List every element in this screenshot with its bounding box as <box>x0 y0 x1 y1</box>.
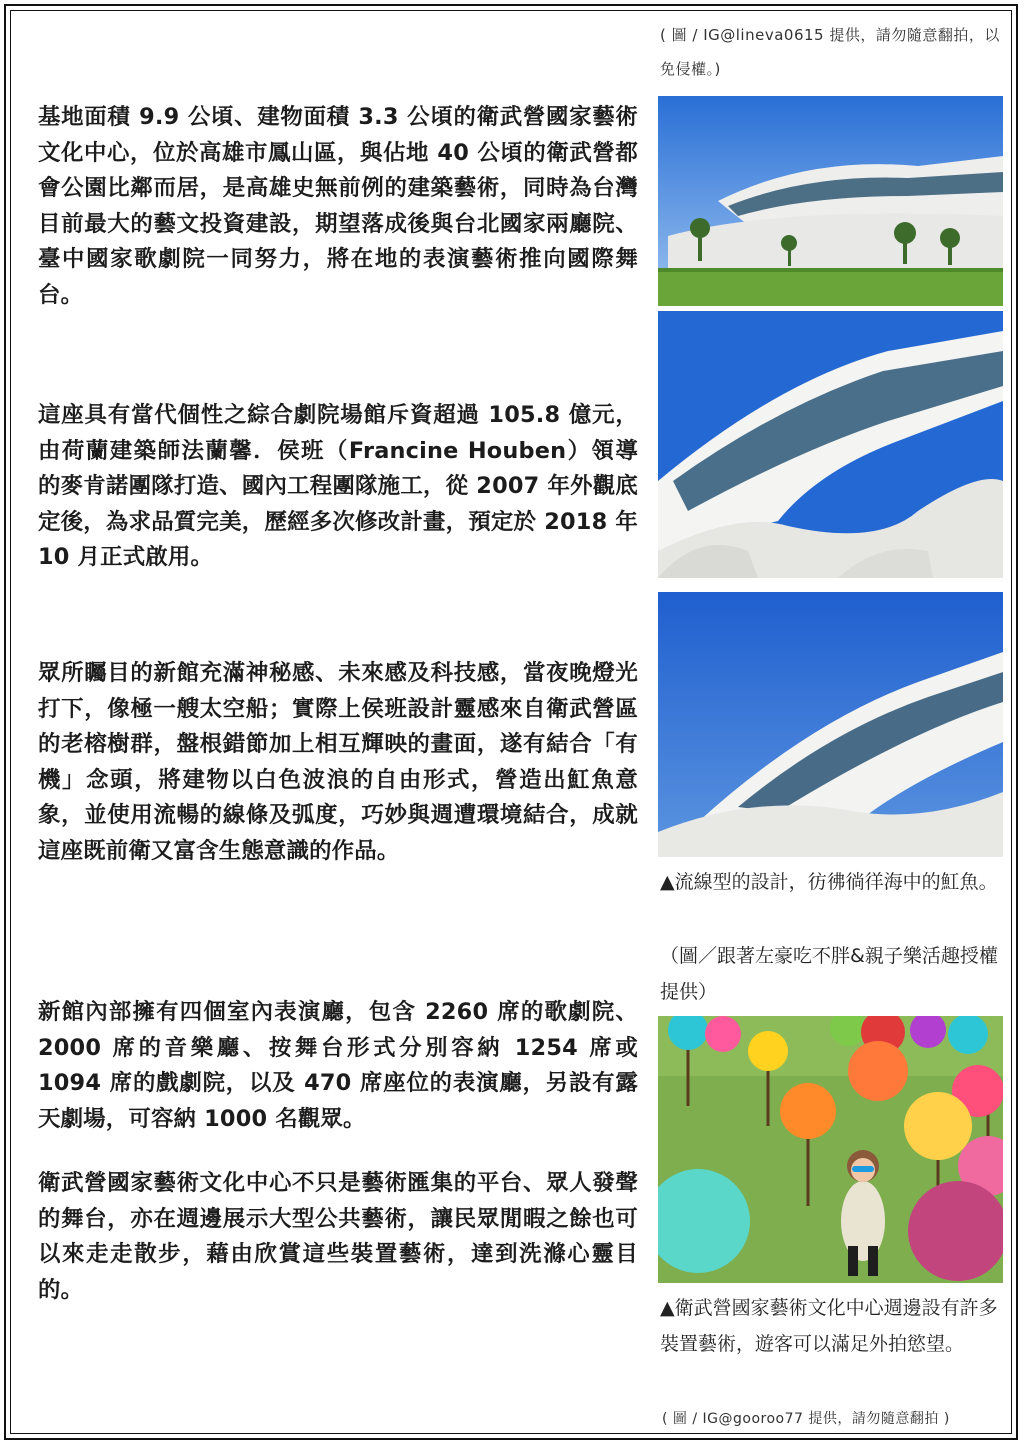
bottom-photo-credit: ( 圖 / IG@gooroo77 提供，請勿隨意翻拍 ) <box>662 1411 950 1427</box>
paragraph-1: 基地面積 9.9 公頃、建物面積 3.3 公頃的衛武營國家藝術文化中心，位於高雄市鳳山區，與佔地 40 公頃的衛武營都會公園比鄰而居，是高雄史無前例的建築藝術，同時為台灣目前最大的藝文投資建設，期望落成後與台北國家兩廳院、臺中國家歌劇院一同努力，將在地的表演藝術推向國際舞台。 <box>38 104 638 308</box>
building-caption-credit: （圖／跟著左豪吃不胖&親子樂活趣授權提供） <box>660 945 998 1003</box>
paragraph-2: 這座具有當代個性之綜合劇院場館斥資超過 105.8 億元，由荷蘭建築師法蘭馨．侯班（Francine Houben）領導的麥肯諾團隊打造、國內工程團隊施工，從 2007 年外觀底定後，為求品質完美，歷經多次修改計畫，預定於 2018 年 10 月正式啟用。 <box>38 402 638 570</box>
paragraph-3: 眾所矚目的新館充滿神秘感、未來感及科技感，當夜晚燈光打下，像極一艘太空船；實際上侯班設計靈感來自衛武營區的老榕樹群，盤根錯節加上相互輝映的畫面，遂有結合「有機」念頭，將建物以白色波浪的自由形式，營造出魟魚意象，並使用流暢的線條及弧度，巧妙與週遭環境結合，成就這座既前衛又富含生態意識的作品。 <box>38 660 638 864</box>
building-caption: ▲流線型的設計，彷彿徜徉海中的魟魚。 <box>660 871 998 893</box>
building-photo-2 <box>658 311 1003 578</box>
art-caption: ▲衛武營國家藝術文化中心週邊設有許多裝置藝術，遊客可以滿足外拍慾望。 <box>660 1297 998 1355</box>
art-installation-photo <box>658 1016 1003 1283</box>
top-photo-credit: ( 圖 / IG@lineva0615 提供，請勿隨意翻拍，以免侵權。) <box>660 26 1000 78</box>
building-photo-1 <box>658 96 1003 306</box>
building-photo-3 <box>658 592 1003 857</box>
paragraph-4: 新館內部擁有四個室內表演廳，包含 2260 席的歌劇院、2000 席的音樂廳、按舞台形式分別容納 1254 席或 1094 席的戲劇院，以及 470 席座位的表演廳，另設有露天劇場，可容納 1000 名觀眾。 <box>38 999 638 1132</box>
paragraph-5: 衛武營國家藝術文化中心不只是藝術匯集的平台、眾人發聲的舞台，亦在週邊展示大型公共藝術，讓民眾閒暇之餘也可以來走走散步，藉由欣賞這些裝置藝術，達到洗滌心靈目的。 <box>38 1170 638 1303</box>
